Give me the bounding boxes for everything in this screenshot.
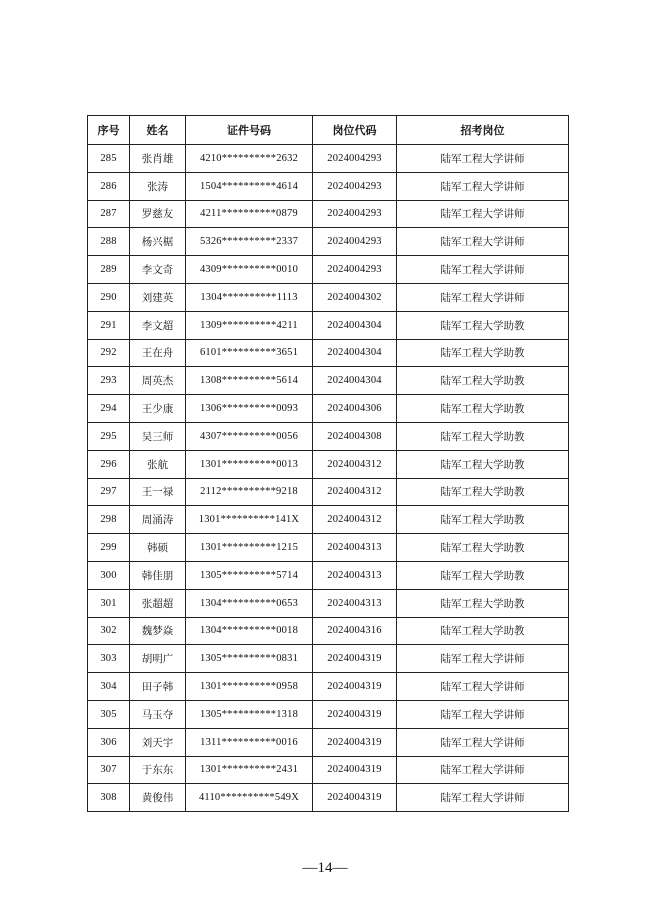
cell-position: 陆军工程大学讲师	[397, 256, 569, 284]
table-row	[88, 200, 569, 228]
cell-position: 陆军工程大学助教	[397, 311, 569, 339]
cell-position-code: 2024004312	[313, 506, 397, 534]
table-row	[88, 422, 569, 450]
cell-id-number: 1301**********0013	[186, 450, 313, 478]
cell-name: 张涛	[130, 172, 186, 200]
table-row	[88, 450, 569, 478]
cell-position-code: 2024004316	[313, 617, 397, 645]
cell-id-number: 1311**********0016	[186, 728, 313, 756]
cell-id-number: 4210**********2632	[186, 145, 313, 173]
cell-serial-number: 291	[88, 311, 130, 339]
cell-id-number: 4307**********0056	[186, 422, 313, 450]
cell-name: 黄俊伟	[130, 784, 186, 812]
cell-position: 陆军工程大学助教	[397, 589, 569, 617]
cell-position: 陆军工程大学讲师	[397, 283, 569, 311]
cell-position-code: 2024004319	[313, 673, 397, 701]
cell-position-code: 2024004293	[313, 145, 397, 173]
cell-name: 周英杰	[130, 367, 186, 395]
cell-position-code: 2024004312	[313, 450, 397, 478]
cell-name: 周涌涛	[130, 506, 186, 534]
table-row	[88, 673, 569, 701]
cell-name: 王少康	[130, 395, 186, 423]
table-row	[88, 395, 569, 423]
cell-id-number: 1305**********0831	[186, 645, 313, 673]
cell-name: 吴三师	[130, 422, 186, 450]
cell-position: 陆军工程大学助教	[397, 450, 569, 478]
cell-position-code: 2024004313	[313, 589, 397, 617]
cell-id-number: 1308**********5614	[186, 367, 313, 395]
cell-name: 胡明广	[130, 645, 186, 673]
table-row	[88, 700, 569, 728]
cell-name: 李文超	[130, 311, 186, 339]
cell-id-number: 1305**********1318	[186, 700, 313, 728]
cell-position-code: 2024004319	[313, 784, 397, 812]
cell-serial-number: 288	[88, 228, 130, 256]
cell-position-code: 2024004319	[313, 756, 397, 784]
cell-name: 罗慈友	[130, 200, 186, 228]
cell-position: 陆军工程大学讲师	[397, 200, 569, 228]
cell-name: 王在舟	[130, 339, 186, 367]
cell-serial-number: 302	[88, 617, 130, 645]
cell-id-number: 1301**********141X	[186, 506, 313, 534]
cell-id-number: 1301**********1215	[186, 534, 313, 562]
table-header	[88, 116, 569, 145]
cell-serial-number: 298	[88, 506, 130, 534]
cell-position: 陆军工程大学讲师	[397, 645, 569, 673]
table-row	[88, 478, 569, 506]
table-row	[88, 145, 569, 173]
cell-id-number: 1309**********4211	[186, 311, 313, 339]
cell-name: 刘建英	[130, 283, 186, 311]
cell-id-number: 1304**********0018	[186, 617, 313, 645]
cell-name: 马玉夺	[130, 700, 186, 728]
cell-name: 李文奇	[130, 256, 186, 284]
cell-serial-number: 305	[88, 700, 130, 728]
cell-position-code: 2024004302	[313, 283, 397, 311]
cell-position: 陆军工程大学讲师	[397, 145, 569, 173]
cell-position: 陆军工程大学助教	[397, 617, 569, 645]
header-position-code: 岗位代码	[313, 116, 397, 145]
cell-serial-number: 296	[88, 450, 130, 478]
cell-id-number: 1504**********4614	[186, 172, 313, 200]
table-row	[88, 283, 569, 311]
table-row	[88, 172, 569, 200]
cell-serial-number: 306	[88, 728, 130, 756]
header-name: 姓名	[130, 116, 186, 145]
cell-position-code: 2024004293	[313, 172, 397, 200]
cell-id-number: 1301**********2431	[186, 756, 313, 784]
cell-id-number: 1304**********1113	[186, 283, 313, 311]
table-row	[88, 561, 569, 589]
cell-serial-number: 299	[88, 534, 130, 562]
cell-position: 陆军工程大学助教	[397, 534, 569, 562]
cell-serial-number: 290	[88, 283, 130, 311]
cell-position: 陆军工程大学讲师	[397, 172, 569, 200]
table-body	[88, 145, 569, 812]
cell-serial-number: 286	[88, 172, 130, 200]
cell-name: 张超超	[130, 589, 186, 617]
cell-serial-number: 303	[88, 645, 130, 673]
table-row	[88, 311, 569, 339]
cell-id-number: 5326**********2337	[186, 228, 313, 256]
header-serial-number: 序号	[88, 116, 130, 145]
cell-position-code: 2024004313	[313, 561, 397, 589]
cell-id-number: 1306**********0093	[186, 395, 313, 423]
table-row	[88, 617, 569, 645]
cell-position: 陆军工程大学讲师	[397, 228, 569, 256]
cell-id-number: 4309**********0010	[186, 256, 313, 284]
table-row	[88, 728, 569, 756]
cell-serial-number: 301	[88, 589, 130, 617]
cell-position: 陆军工程大学助教	[397, 367, 569, 395]
cell-position-code: 2024004319	[313, 728, 397, 756]
cell-position: 陆军工程大学讲师	[397, 756, 569, 784]
table-row	[88, 506, 569, 534]
cell-position-code: 2024004308	[313, 422, 397, 450]
cell-position-code: 2024004313	[313, 534, 397, 562]
cell-id-number: 1304**********0653	[186, 589, 313, 617]
cell-id-number: 4110**********549X	[186, 784, 313, 812]
cell-position-code: 2024004293	[313, 200, 397, 228]
cell-position: 陆军工程大学助教	[397, 478, 569, 506]
cell-serial-number: 294	[88, 395, 130, 423]
cell-position: 陆军工程大学助教	[397, 506, 569, 534]
cell-id-number: 1305**********5714	[186, 561, 313, 589]
cell-serial-number: 297	[88, 478, 130, 506]
cell-serial-number: 300	[88, 561, 130, 589]
cell-position: 陆军工程大学助教	[397, 561, 569, 589]
cell-position: 陆军工程大学讲师	[397, 673, 569, 701]
cell-serial-number: 285	[88, 145, 130, 173]
cell-name: 魏梦焱	[130, 617, 186, 645]
cell-name: 刘天宇	[130, 728, 186, 756]
table-row	[88, 534, 569, 562]
page-number: —14—	[302, 860, 348, 876]
cell-position-code: 2024004319	[313, 700, 397, 728]
cell-name: 杨兴椐	[130, 228, 186, 256]
cell-serial-number: 295	[88, 422, 130, 450]
cell-position-code: 2024004293	[313, 228, 397, 256]
cell-position-code: 2024004312	[313, 478, 397, 506]
cell-position: 陆军工程大学讲师	[397, 700, 569, 728]
cell-id-number: 1301**********0958	[186, 673, 313, 701]
cell-position: 陆军工程大学助教	[397, 395, 569, 423]
cell-id-number: 4211**********0879	[186, 200, 313, 228]
cell-serial-number: 308	[88, 784, 130, 812]
cell-serial-number: 289	[88, 256, 130, 284]
cell-name: 韩硕	[130, 534, 186, 562]
header-id-number: 证件号码	[186, 116, 313, 145]
table-row	[88, 367, 569, 395]
cell-position: 陆军工程大学助教	[397, 339, 569, 367]
cell-serial-number: 293	[88, 367, 130, 395]
candidate-table-container	[87, 115, 568, 812]
cell-position-code: 2024004304	[313, 367, 397, 395]
cell-position-code: 2024004306	[313, 395, 397, 423]
header-position: 招考岗位	[397, 116, 569, 145]
cell-serial-number: 304	[88, 673, 130, 701]
cell-position-code: 2024004319	[313, 645, 397, 673]
cell-position: 陆军工程大学讲师	[397, 784, 569, 812]
cell-position-code: 2024004304	[313, 311, 397, 339]
candidate-table	[87, 115, 569, 812]
header-row	[88, 116, 569, 145]
table-row	[88, 256, 569, 284]
cell-name: 王一禄	[130, 478, 186, 506]
cell-serial-number: 307	[88, 756, 130, 784]
table-row	[88, 645, 569, 673]
cell-position: 陆军工程大学讲师	[397, 728, 569, 756]
cell-position-code: 2024004293	[313, 256, 397, 284]
table-row	[88, 339, 569, 367]
cell-position-code: 2024004304	[313, 339, 397, 367]
cell-name: 张航	[130, 450, 186, 478]
cell-name: 田子韩	[130, 673, 186, 701]
cell-position: 陆军工程大学助教	[397, 422, 569, 450]
table-row	[88, 756, 569, 784]
cell-id-number: 6101**********3651	[186, 339, 313, 367]
cell-serial-number: 292	[88, 339, 130, 367]
cell-name: 韩佳朋	[130, 561, 186, 589]
cell-id-number: 2112**********9218	[186, 478, 313, 506]
table-row	[88, 784, 569, 812]
table-row	[88, 589, 569, 617]
table-row	[88, 228, 569, 256]
cell-serial-number: 287	[88, 200, 130, 228]
cell-name: 于东东	[130, 756, 186, 784]
cell-name: 张肖雄	[130, 145, 186, 173]
